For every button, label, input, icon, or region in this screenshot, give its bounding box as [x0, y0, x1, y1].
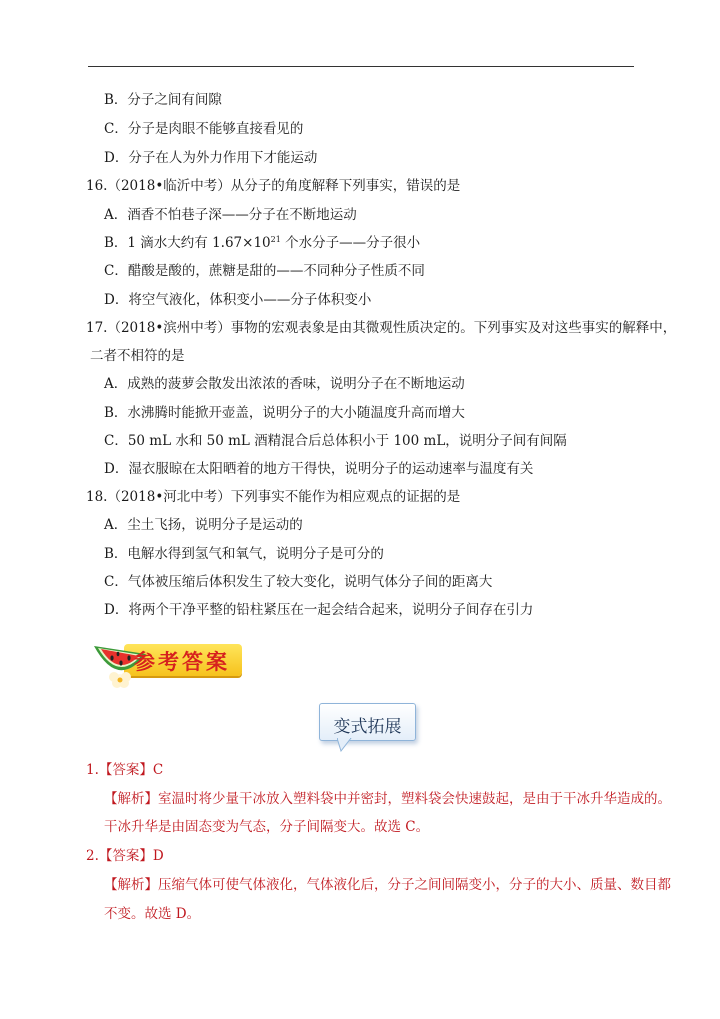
q17-option-b: B．水沸腾时能掀开壶盖，说明分子的大小随温度升高而增大: [104, 405, 465, 421]
q18-option-b: B．电解水得到氢气和氧气，说明分子是可分的: [104, 546, 384, 562]
q16-option-b-pre: B．1 滴水大约有 1.67×10: [104, 235, 271, 251]
analysis-1-line-1: 【解析】室温时将少量干冰放入塑料袋中并密封，塑料袋会快速鼓起，是由于干冰升华造成的。: [104, 791, 671, 807]
banner-label: 参考答案: [134, 650, 230, 674]
q16-option-a: A．酒香不怕巷子深——分子在不断地运动: [104, 207, 357, 223]
section-bubble: [319, 703, 416, 741]
analysis-2-line-2: 不变。故选 D。: [104, 906, 201, 922]
q16-option-b-exponent: 21: [270, 235, 281, 244]
q17-option-d: D．湿衣服晾在太阳晒着的地方干得快，说明分子的运动速率与温度有关: [104, 461, 534, 477]
q16-option-b: [104, 234, 420, 252]
section-title: 变式拓展: [333, 717, 402, 737]
answer-2: 2.【答案】D: [86, 848, 164, 864]
q15-option-c: C．分子是肉眼不能够直接看见的: [104, 121, 304, 137]
q17-stem-continued: 二者不相符的是: [90, 348, 185, 364]
header-rule: [88, 66, 634, 67]
q16-option-b-post: 个水分子——分子很小: [280, 235, 421, 251]
bubble-tail-icon: [337, 738, 359, 752]
q18-stem: 18.（2018•河北中考）下列事实不能作为相应观点的证据的是: [86, 489, 461, 505]
q18-option-c: C．气体被压缩后体积发生了较大变化，说明气体分子间的距离大: [104, 574, 493, 590]
q17-option-a: A．成熟的菠萝会散发出浓浓的香味，说明分子在不断地运动: [104, 376, 465, 392]
analysis-2-line-1: 【解析】压缩气体可使气体液化，气体液化后，分子之间间隔变小，分子的大小、质量、数目都: [104, 877, 671, 893]
q16-option-d: D．将空气液化，体积变小——分子体积变小: [104, 292, 372, 308]
analysis-1-line-2: 干冰升华是由固态变为气态，分子间隔变大。故选 C。: [104, 819, 430, 835]
q15-option-b: B．分子之间有间隙: [104, 92, 222, 108]
q16-stem: 16.（2018•临沂中考）从分子的角度解释下列事实，错误的是: [86, 178, 461, 194]
q15-option-d: D．分子在人为外力作用下才能运动: [104, 150, 318, 166]
reference-answer-banner: [90, 632, 250, 690]
q17-option-c: C．50 mL 水和 50 mL 酒精混合后总体积小于 100 mL，说明分子间有间隔: [104, 433, 567, 449]
answer-1: 1.【答案】C: [86, 762, 164, 778]
q18-option-a: A．尘土飞扬，说明分子是运动的: [104, 517, 303, 533]
q16-option-c: C．醋酸是酸的，蔗糖是甜的——不同种分子性质不同: [104, 263, 425, 279]
q17-stem: 17.（2018•滨州中考）事物的宏观表象是由其微观性质决定的。下列事实及对这些事实的解释中，: [86, 320, 677, 336]
q18-option-d: D．将两个干净平整的铅柱紧压在一起会结合起来，说明分子间存在引力: [104, 602, 534, 618]
